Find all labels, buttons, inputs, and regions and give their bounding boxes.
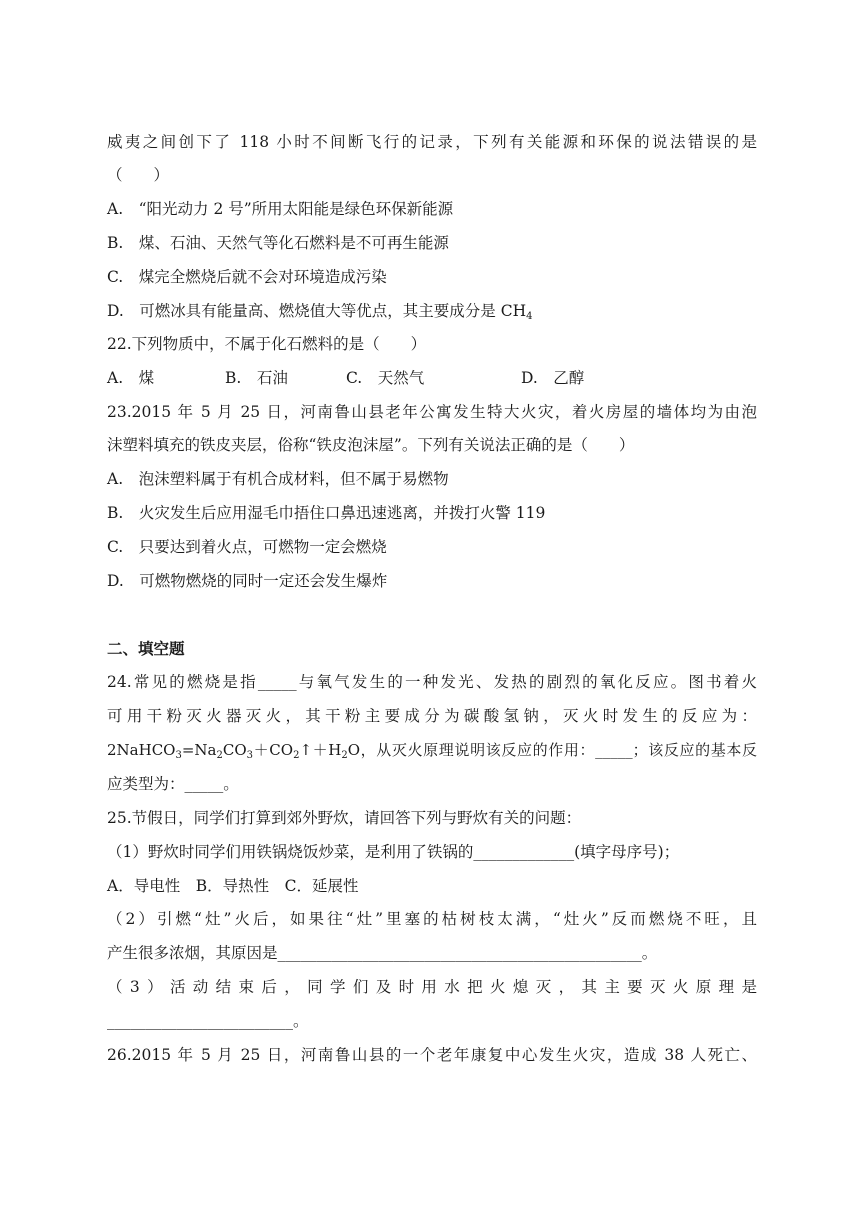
eq-part: ↑＋H [299, 741, 342, 759]
q26-stem-line1: 26.2015 年 5 月 25 日，河南鲁山县的一个老年康复中心发生火灾，造成 38 人死亡、 [107, 1046, 757, 1064]
q23-stem-line2: 沫塑料填充的铁皮夹层，俗称“铁皮泡沫屋”。下列有关说法正确的是（ ） [107, 436, 635, 454]
q24-equation-line [107, 740, 757, 760]
q25-part2-line1: （2）引燃“灶”火后，如果往“灶”里塞的枯树枝太满，“灶火”反而燃烧不旺，且 [107, 910, 757, 928]
eq-part: CO [222, 741, 247, 759]
q24-stem-line4: 应类型为：_____。 [107, 775, 239, 793]
q22-option-b: B. 石油 [225, 369, 288, 387]
eq-part: ＋CO [253, 741, 294, 759]
q22-option-c: C. 天然气 [346, 369, 425, 387]
eq-subscript: 2 [341, 750, 348, 761]
q23-option-d: D. 可燃物燃烧的同时一定还会发生爆炸 [107, 572, 388, 590]
q21-stem-line: 威夷之间创下了 118 小时不间断飞行的记录，下列有关能源和环保的说法错误的是 [107, 133, 757, 151]
eq-subscript: 2 [293, 750, 300, 761]
q23-option-b: B. 火灾发生后应用湿毛巾捂住口鼻迅速逃离，并拨打火警 119 [107, 504, 546, 522]
q25-part2-line2: 产生很多浓烟，其原因是_______________________________________________。 [107, 944, 658, 962]
q23-option-a: A. 泡沫塑料属于有机合成材料，但不属于易燃物 [107, 470, 449, 488]
q21-option-d-subscript: 4 [526, 311, 533, 322]
eq-part: O，从灭火原理说明该反应的作用：_____；该反应的基本反 [347, 741, 758, 759]
q22-option-a: A. 煤 [107, 369, 155, 387]
q21-option-c: C. 煤完全燃烧后就不会对环境造成污染 [107, 268, 387, 286]
q25-part3-line1: （3）活动结束后，同学们及时用水把火熄灭，其主要灭火原理是 [107, 978, 757, 996]
eq-subscript: 3 [175, 750, 182, 761]
eq-subscript: 3 [246, 750, 254, 761]
q22-option-d: D. 乙醇 [521, 369, 585, 387]
q23-stem-line1: 23.2015 年 5 月 25 日，河南鲁山县老年公寓发生特大火灾，着火房屋的墙体均为由泡 [107, 403, 757, 421]
q24-stem-line1: 24.常见的燃烧是指_____与氧气发生的一种发光、发热的剧烈的氧化反应。图书着火 [107, 673, 757, 691]
q21-option-d-text: D. 可燃冰具有能量高、燃烧值大等优点，其主要成分是 CH [107, 302, 527, 320]
q23-option-c: C. 只要达到着火点，可燃物一定会燃烧 [107, 538, 387, 556]
q21-option-b: B. 煤、石油、天然气等化石燃料是不可再生能源 [107, 234, 449, 252]
eq-part: =Na [181, 741, 217, 759]
q25-part3-line2: ________________________。 [107, 1012, 309, 1030]
q25-stem: 25.节假日，同学们打算到郊外野炊，请回答下列与野炊有关的问题： [107, 809, 582, 827]
eq-subscript: 2 [216, 750, 223, 761]
q25-part1: （1）野炊时同学们用铁锅烧饭炒菜，是利用了铁锅的_____________(填字母序号)； [107, 843, 680, 861]
q21-option-a: A. “阳光动力 2 号”所用太阳能是绿色环保新能源 [107, 200, 454, 218]
q25-part1-options: A．导电性 B．导热性 C．延展性 [107, 877, 359, 895]
eq-part: 2NaHCO [107, 741, 176, 759]
q22-stem: 22.下列物质中，不属于化石燃料的是（ ） [107, 335, 427, 353]
q21-option-d [107, 301, 757, 321]
q21-answer-paren: （ ） [107, 166, 170, 184]
q24-stem-line2: 可用干粉灭火器灭火，其干粉主要成分为碳酸氢钠，灭火时发生的反应为： [107, 707, 757, 725]
section-title: 二、填空题 [107, 640, 185, 658]
